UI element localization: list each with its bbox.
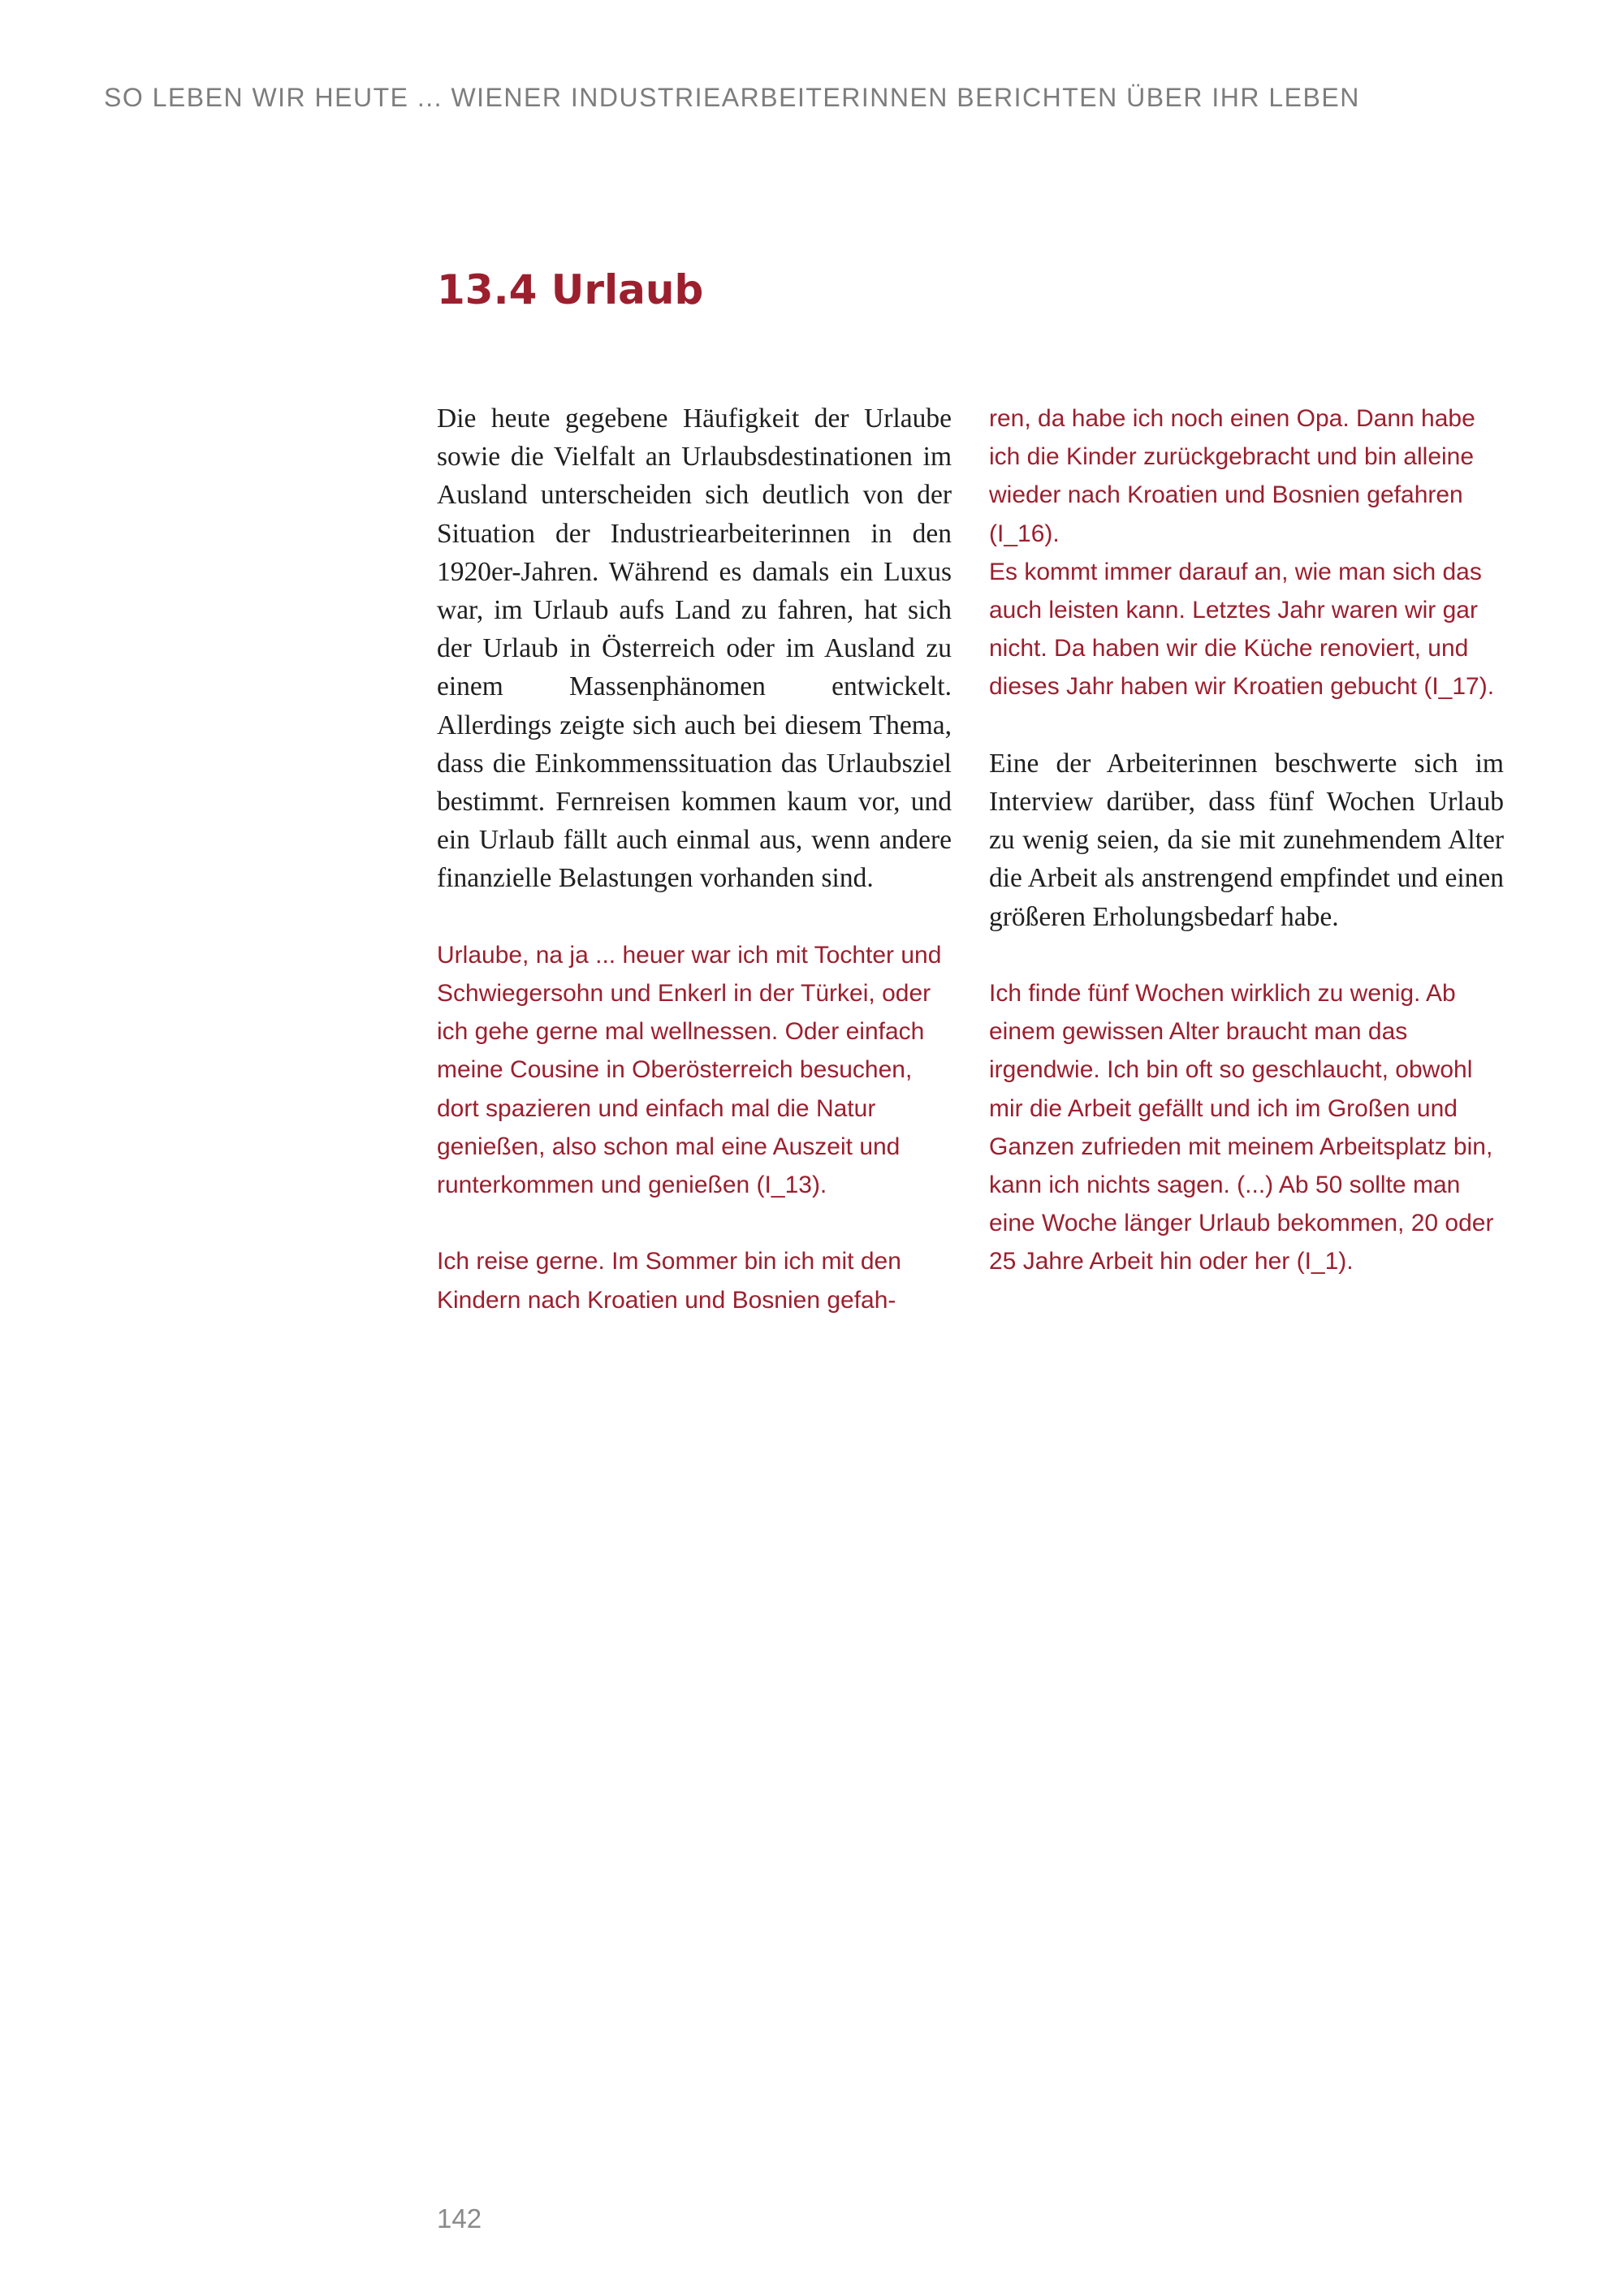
interview-quote: Ich finde fünf Wochen wirklich zu wenig. Ab einem gewissen Alter braucht man das irgendwie. Ich bin oft so geschlaucht, obwohl mir die Arbeit gefällt und ich im Großen und Ganzen zufrieden mit meinem Arbeitsplatz bin, kann ich nichts sagen. (...) Ab 50 sollte man eine Woche länger Urlaub bekommen, 20 oder 25 Jahre Arbeit hin oder her (I_1). xyxy=(989,980,1494,1275)
right-column xyxy=(989,399,1504,1281)
section-title: 13.4 Urlaub xyxy=(437,266,704,313)
interview-quote: Ich reise gerne. Im Sommer bin ich mit den Kindern nach Kroatien und Bosnien gefah- xyxy=(437,1248,901,1314)
paragraph-spacer xyxy=(989,936,1504,974)
body-paragraph: Eine der Arbeiterinnen beschwerte sich im Interview darüber, dass fünf Wochen Urlaub zu wenig seien, da sie mit zunehmendem Alter die Arbeit als anstrengend empfindet und einen größeren Erholungsbedarf habe. xyxy=(989,748,1504,932)
body-paragraph: Die heute gegebene Häufigkeit der Urlaube sowie die Vielfalt an Urlaubsdestinationen im Ausland unterscheiden sich deutlich von der Situation der Industriearbeiterinnen in den 1920er-Jahren. Während es damals ein Luxus war, im Urlaub aufs Land zu fahren, hat sich der Urlaub in Österreich oder im Ausland zu einem Massenphänomen entwickelt. Allerdings zeigte sich auch bei diesem Thema, dass die Einkommenssituation das Urlaubsziel bestimmt. Fernreisen kommen kaum vor, und ein Urlaub fällt auch einmal aus, wenn andere finanzielle Belastungen vorhanden sind. xyxy=(437,404,952,894)
running-head: SO LEBEN WIR HEUTE ... WIENER INDUSTRIEARBEITERINNEN BERICHTEN ÜBER IHR LEBEN xyxy=(104,83,1360,112)
left-column xyxy=(437,399,952,1319)
paragraph-spacer xyxy=(989,706,1504,744)
interview-quote: Es kommt immer darauf an, wie man sich das auch leisten kann. Letztes Jahr waren wir gar nicht. Da haben wir die Küche renoviert, und dieses Jahr haben wir Kroatien gebucht (I_17). xyxy=(989,558,1495,701)
interview-quote: Urlaube, na ja ... heuer war ich mit Tochter und Schwiegersohn und Enkerl in der Türkei, oder ich gehe gerne mal wellnessen. Oder einfach meine Cousine in Oberösterreich besuchen, dort spazieren und einfach mal die Natur genießen, also schon mal eine Auszeit und runterkommen und genießen (I_13). xyxy=(437,941,942,1199)
paragraph-spacer xyxy=(437,898,952,936)
interview-quote: ren, da habe ich noch einen Opa. Dann habe ich die Kinder zurückgebracht und bin alleine wieder nach Kroatien und Bosnien gefahren (I_16). xyxy=(989,405,1475,547)
paragraph-spacer xyxy=(437,1204,952,1242)
page-number: 142 xyxy=(437,2203,482,2233)
